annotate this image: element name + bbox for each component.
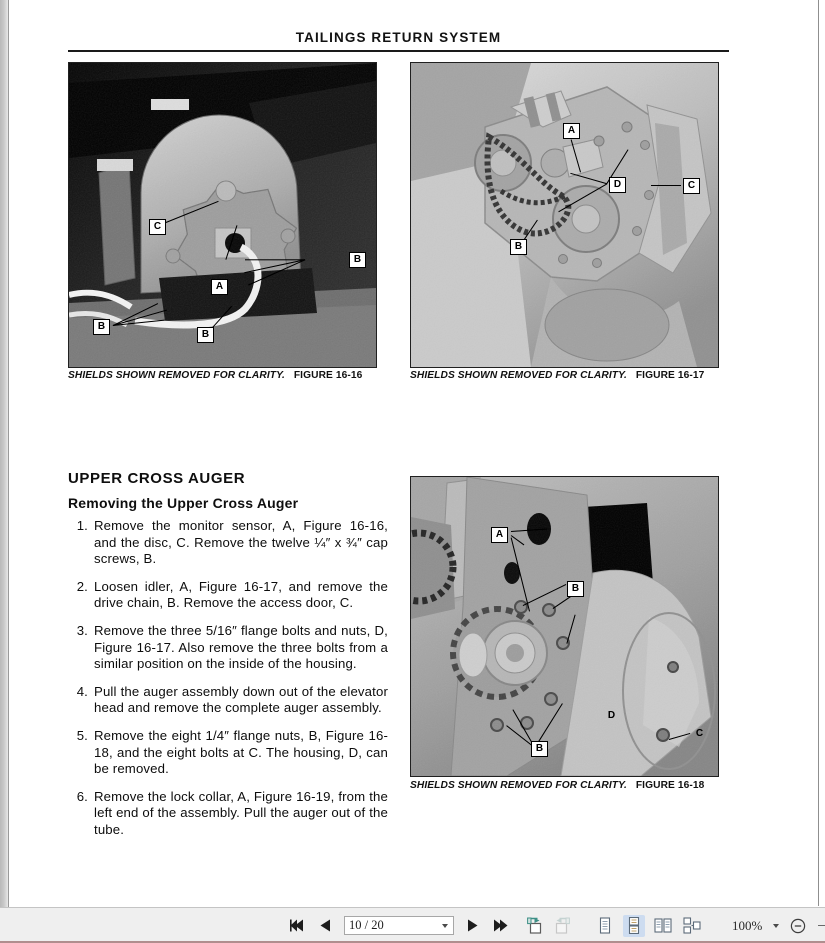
rotate-clockwise-icon (526, 917, 544, 934)
figure-16-16-caption (68, 370, 362, 381)
callout-b: B (567, 581, 584, 597)
figure-16-16-caption-note: SHIELDS SHOWN REMOVED FOR CLARITY. (68, 370, 285, 381)
callout-d: D (609, 177, 626, 193)
list-item-text: Remove the monitor sensor, A, Figure 16-16, and the disc, C. Remove the twelve ¼″ x ¾″ cap screws, B. (94, 518, 388, 567)
viewer-left-gutter (0, 0, 9, 908)
callout-c: C (683, 178, 700, 194)
rotate-counter-clockwise-button[interactable] (553, 915, 572, 937)
zoom-out-icon (790, 918, 806, 934)
list-item-text: Loosen idler, A, Figure 16-17, and remove the drive chain, B. Remove the access door, C. (94, 578, 388, 611)
list-item (68, 728, 388, 778)
rotate-clockwise-button[interactable] (525, 915, 544, 937)
view-single-page-button[interactable] (594, 915, 616, 937)
list-item-text: Remove the lock collar, A, Figure 16-19, from the left end of the assembly. Pull the auger out of the tube. (94, 788, 388, 837)
list-item-number: 3. (76, 622, 88, 638)
callout-c: C (149, 219, 166, 235)
figure-16-17-caption-note: SHIELDS SHOWN REMOVED FOR CLARITY. (410, 370, 627, 381)
first-page-icon (290, 919, 305, 932)
list-item-number: 2. (76, 578, 88, 594)
figure-16-16-photo (68, 62, 377, 368)
zoom-slider[interactable] (818, 925, 825, 926)
book-view-icon (683, 917, 701, 934)
two-page-icon (654, 917, 672, 934)
zoom-level-value: 100% (732, 917, 763, 933)
chevron-left-icon (320, 919, 331, 932)
callout-a: A (211, 279, 228, 295)
toolbar-navigation-group (288, 908, 572, 943)
callout-a: A (491, 527, 508, 543)
page-subtitle: Removing the Upper Cross Auger (68, 495, 299, 511)
figure-16-18-caption (410, 780, 704, 791)
list-item-number: 6. (76, 788, 88, 804)
chevron-down-icon[interactable] (773, 924, 779, 928)
figure-16-17 (410, 62, 719, 381)
first-page-button[interactable] (288, 915, 307, 937)
figure-16-18-caption-label: FIGURE 16-18 (635, 780, 705, 791)
view-continuous-scroll-button[interactable] (623, 915, 645, 937)
list-item (68, 518, 388, 568)
chevron-down-icon[interactable] (442, 924, 448, 928)
callout-a: A (563, 123, 580, 139)
figure-16-17-photo (410, 62, 719, 368)
next-page-button[interactable] (463, 915, 482, 937)
last-page-icon (493, 919, 508, 932)
callout-b: B (349, 252, 366, 268)
callout-b: B (510, 239, 527, 255)
list-item (68, 623, 388, 673)
list-item-text: Remove the three 5/16″ flange bolts and nuts, D, Figure 16-17. Also remove the three bolts from a similar position on the inside of the housing. (94, 622, 388, 672)
page-number-value: 10 / 20 (349, 918, 384, 932)
list-item-text: Pull the auger assembly down out of the elevator head and remove the complete auger assembly. (94, 683, 388, 716)
zoom-out-button[interactable] (788, 915, 807, 937)
callout-b: B (93, 319, 110, 335)
rotate-counter-clockwise-icon (554, 917, 572, 934)
figure-16-17-caption-label: FIGURE 16-17 (635, 370, 705, 381)
figure-16-18 (410, 476, 719, 791)
viewer-toolbar (0, 907, 825, 943)
document-page (9, 0, 819, 906)
header-rule (68, 50, 729, 52)
last-page-button[interactable] (491, 915, 510, 937)
leader-line (651, 185, 681, 186)
figure-16-16-caption-label: FIGURE 16-16 (293, 370, 363, 381)
list-item-number: 4. (76, 683, 88, 699)
list-item (68, 789, 388, 839)
callout-b: B (531, 741, 548, 757)
list-item (68, 684, 388, 717)
chevron-right-icon (467, 919, 478, 932)
page-header-title: TAILINGS RETURN SYSTEM (295, 30, 502, 45)
figure-16-17-caption (410, 370, 704, 381)
page-title: UPPER CROSS AUGER (68, 470, 246, 487)
procedure-steps-list (68, 518, 388, 850)
list-item-number: 5. (76, 727, 88, 743)
previous-page-button[interactable] (316, 915, 335, 937)
toolbar-view-group (594, 908, 825, 943)
continuous-scroll-icon (627, 917, 641, 934)
figure-16-16 (68, 62, 377, 381)
list-item (68, 579, 388, 612)
page-number-input[interactable] (344, 916, 454, 935)
callout-b: B (197, 327, 214, 343)
list-item-number: 1. (76, 518, 88, 533)
callout-d: D (607, 710, 616, 721)
view-book-button[interactable] (681, 915, 703, 937)
view-two-page-button[interactable] (652, 915, 674, 937)
list-item-text: Remove the eight 1/4″ flange nuts, B, Figure 16-18, and the eight bolts at C. The housing, D, can be removed. (94, 727, 388, 777)
single-page-icon (598, 917, 612, 934)
callout-c: C (695, 728, 704, 739)
figure-16-18-photo (410, 476, 719, 777)
figure-16-18-caption-note: SHIELDS SHOWN REMOVED FOR CLARITY. (410, 780, 627, 791)
